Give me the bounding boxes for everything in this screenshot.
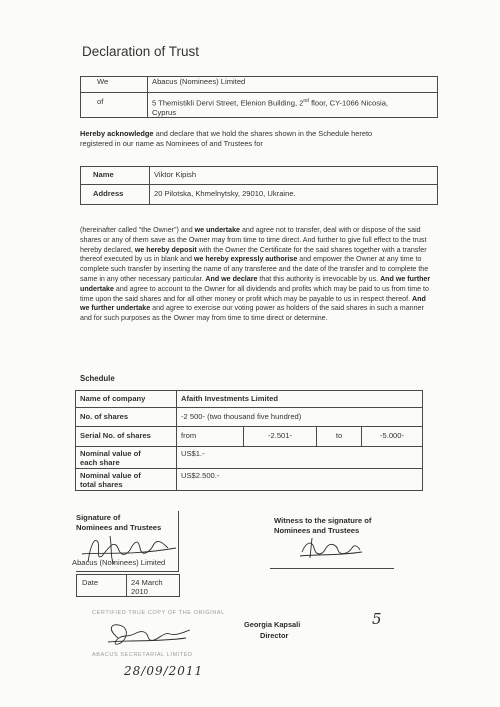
we-value: Abacus (Nominees) Limited (148, 77, 438, 93)
schedule-table (75, 390, 423, 491)
certifier-signature-mark (98, 618, 198, 652)
serial-start-value: -2.501- (244, 427, 317, 447)
certifier-name: Georgia Kapsali (244, 620, 301, 629)
owner-address-value: 20 Pilotska, Khmelnytsky, 29010, Ukraine. (150, 185, 438, 205)
parties-table (80, 76, 438, 118)
serial-from-label: from (177, 427, 244, 447)
shares-value: -2 500- (two thousand five hundred) (177, 408, 423, 427)
certifier-title: Director (260, 631, 289, 640)
date-table (76, 574, 180, 597)
undertaking-paragraph: (hereinafter called "the Owner") and we undertake and agree not to transfer, deal with or dispose of the said shares or any of them save as the Owner may from time to time direct. And further to give full effect to the trust hereby declared, we hereby deposit with the Owner the Certificate for the said shares together with a transfer thereof executed by us in blank and we hereby expressly authorise and empower the Owner at any time to complete such transfer by inserting the name of any transferee and the date of the transfer and to complete the same in any other necessary particular. And we declare that this authority is irrevocable by us. And we further undertake and agree to account to the Owner for all dividends and profits which may be paid to us from time to time upon the said shares and for all other money or profit which may be payable to us in respect thereof. And we further undertake and agree to exercise our voting power as holders of the said shares in such a manner and for such purposes as the Owner may from time to time direct or determine. (80, 226, 431, 323)
certified-copy-stamp-top: CERTIFIED TRUE COPY OF THE ORIGINAL (92, 610, 225, 616)
witness-signature-line (270, 568, 394, 569)
date-value: 24 March 2010 (127, 575, 180, 597)
nominal-each-value: US$1.- (177, 447, 423, 469)
owner-name-value: Viktor Kipish (150, 167, 438, 185)
serial-to-label: to (317, 427, 362, 447)
document-title: Declaration of Trust (82, 44, 200, 59)
of-label: of (81, 93, 148, 118)
company-value: Afaith Investments Limited (177, 391, 423, 408)
owner-address-label: Address (81, 185, 150, 205)
nominal-total-label: Nominal value of total shares (76, 469, 177, 491)
witness-signature-mark (296, 534, 366, 564)
page-mark: 5 (372, 610, 382, 628)
nominal-each-label: Nominal value of each share (76, 447, 177, 469)
we-label: We (81, 77, 148, 93)
company-label: Name of company (76, 391, 177, 408)
acknowledgement-text: Hereby acknowledge and declare that we hold the shares shown in the Schedule hereto registered in our name as Nominees of and Trustees for (80, 129, 373, 148)
nominal-total-value: US$2.500.- (177, 469, 423, 491)
serial-end-value: -5.000- (362, 427, 423, 447)
signature-label: Signature of Nominees and Trustees (76, 513, 162, 532)
date-label: Date (77, 575, 127, 597)
certified-copy-stamp-bottom: ABACUS SECRETARIAL LIMITED (92, 652, 193, 658)
of-value: 5 Themistikli Dervi Street, Elenion Building, 2nd floor, CY-1066 Nicosia, Cyprus (148, 93, 438, 118)
nominee-company-name: Abacus (Nominees) Limited (72, 558, 166, 567)
witness-label: Witness to the signature of Nominees and Trustees (274, 516, 372, 535)
owner-table (80, 166, 438, 205)
shares-label: No. of shares (76, 408, 177, 427)
handwritten-certification-date: 28/09/2011 (124, 664, 204, 678)
serial-label: Serial No. of shares (76, 427, 177, 447)
owner-name-label: Name (81, 167, 150, 185)
schedule-heading: Schedule (80, 374, 115, 383)
